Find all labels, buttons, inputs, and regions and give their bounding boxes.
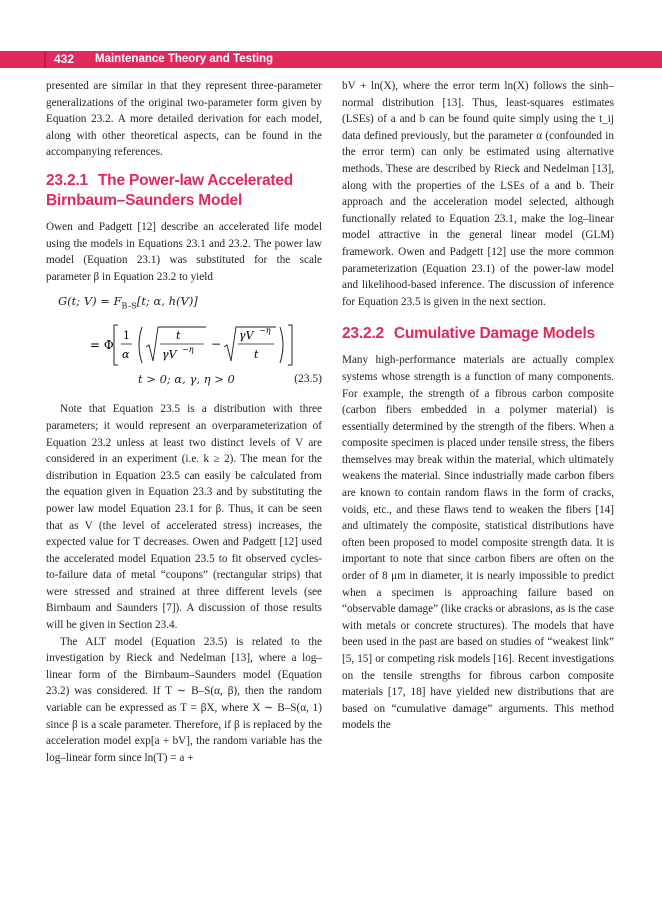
- eq-rhs: [t; α, h(V)]: [136, 294, 198, 309]
- section-title: Cumulative Damage Models: [393, 325, 595, 343]
- equation-line-2: [90, 321, 310, 369]
- svg-text:t: t: [254, 348, 259, 362]
- paragraph: Note that Equation 23.5 is a distribution with three parameters; it would represent an overparameterization of Equation 23.2 unless at least two distinct levels of V are considered in an experiment (i.e. k ≥ 2). The mean for the distribution in Equation 23.5 can easily be calculated from the equation given in Equation 23.3 and by substituting the power law model Equation 23.1 for β. Thus, it can be seen that as V (the level of accelerated stress) increases, the expected value for T decreases. Owen and Padgett [12] used the accelerated model Equation 23.5 to fit observed cycles-to-failure data of metal “coupons” (rectangular strips) that were stressed and strained at three different levels (see Birnbaum and Saunders [7]). A discussion of those results will be given in Section 23.4.: [46, 403, 322, 632]
- section-heading: [342, 324, 614, 344]
- paragraph: Many high-performance materials are actually complex systems whose strength is a function of many components. For example, the strength of a fibrous carbon composite (carbon fibers embedded in a polymer material) is essentially determined by the strength of the fibers. When a composite specimen is placed under tensile stress, the fibers themselves may break within the material, which ultimately weakens the material. Since industrially made carbon fibers are known to contain random flaws in the form of cracks, voids, etc., and these flaws tend to weaken the fibers [14] and ultimately the composite, statistical distributions have often been proposed to model composite strength data. It is important to note that since carbon fibers are often on the order of 8 μm in diameter, it is nearly impossible to predict when a specimen is approaching failure based on “observable damage” (like cracks or abrasions, as is the case with metals or concrete structures). The models that have been used in the past are based on studies of “weakest link” [5, 15] or competing risk models [16]. Recent investigations on the tensile strengths for fibrous carbon composite materials [17, 18] have yielded new distributions that are based on “cumulative damage” arguments. This method models the: [342, 354, 614, 732]
- svg-text:−η: −η: [259, 326, 271, 336]
- svg-text:t: t: [176, 329, 181, 343]
- running-title: Maintenance Theory and Testing: [95, 53, 274, 65]
- equation-line-3: t > 0; α, γ, η > 0: [138, 372, 235, 387]
- svg-text:γV: γV: [162, 348, 177, 362]
- equation-23-5: [46, 291, 322, 395]
- paragraph: presented are similar in that they represent three-parameter generalizations of the original two-parameter form given by Equation 23.2. A more detailed derivation for each model, along with other theoretical aspects, can be found in the accompanying references.: [46, 80, 322, 159]
- paragraph: The ALT model (Equation 23.5) is related to the investigation by Rieck and Nedelman [13], where a log–linear form of the Birnbaum–Saunders model (Equation 23.2) was considered. If T ∼ B–S(α, β), then the random variable can be expressed as T = βX, where X ∼ B–S(α, 1) since β is a scale parameter. Therefore, if β is replaced by the acceleration model exp[a + bV], the random variable has the log–linear form since ln(T) = a +: [46, 635, 322, 764]
- section-number: 23.2.1: [46, 171, 88, 189]
- equation-line-1: [58, 293, 198, 315]
- section-title: The Power-law Accelerated Birnbaum–Saunders Model: [46, 171, 294, 209]
- svg-text:−: −: [211, 337, 222, 352]
- svg-text:−η: −η: [182, 345, 194, 355]
- paragraph: bV + ln(X), where the error term ln(X) follows the sinh–normal distribution [13]. Thus, least-squares estimates (LSEs) of a and b can be found quite simply using the t_ij data defined previously, but the parameter α (confounded in the error term) can only be estimated using alternative methods. These are described by Rieck and Nedelman [13], along with the properties of the LSEs of a and b. Their approach and the acceleration model selected, although functionally related to Equation 23.1, make the log–linear model attractive in the general linear model (GLM) framework. Owen and Padgett [12] use the more common parameterization (Equation 23.1) of the power-law model and likelihood-based inference. The discussion of inference for Equation 23.5 is given in the next section.: [342, 80, 614, 308]
- svg-text:α: α: [122, 348, 130, 362]
- left-column: [46, 78, 322, 766]
- section-heading: [46, 171, 322, 211]
- section-number: 23.2.2: [342, 325, 384, 343]
- paragraph: Owen and Padgett [12] describe an accelerated life model using the models in Equations 23.1 and 23.2. The power law model (Equation 23.1) was substituted for the scale parameter β in Equation 23.2 to yield: [46, 220, 322, 283]
- page-number: 432: [46, 51, 82, 68]
- running-header: [0, 51, 662, 68]
- svg-text:γV: γV: [239, 329, 254, 343]
- equation-number: (23.5): [294, 373, 322, 386]
- right-column: [342, 78, 614, 734]
- svg-text:1: 1: [123, 329, 130, 343]
- eq-subscript: B–S: [121, 301, 137, 311]
- svg-text:= Φ: = Φ: [90, 338, 114, 353]
- eq-lhs: G(t; V) = F: [58, 294, 122, 309]
